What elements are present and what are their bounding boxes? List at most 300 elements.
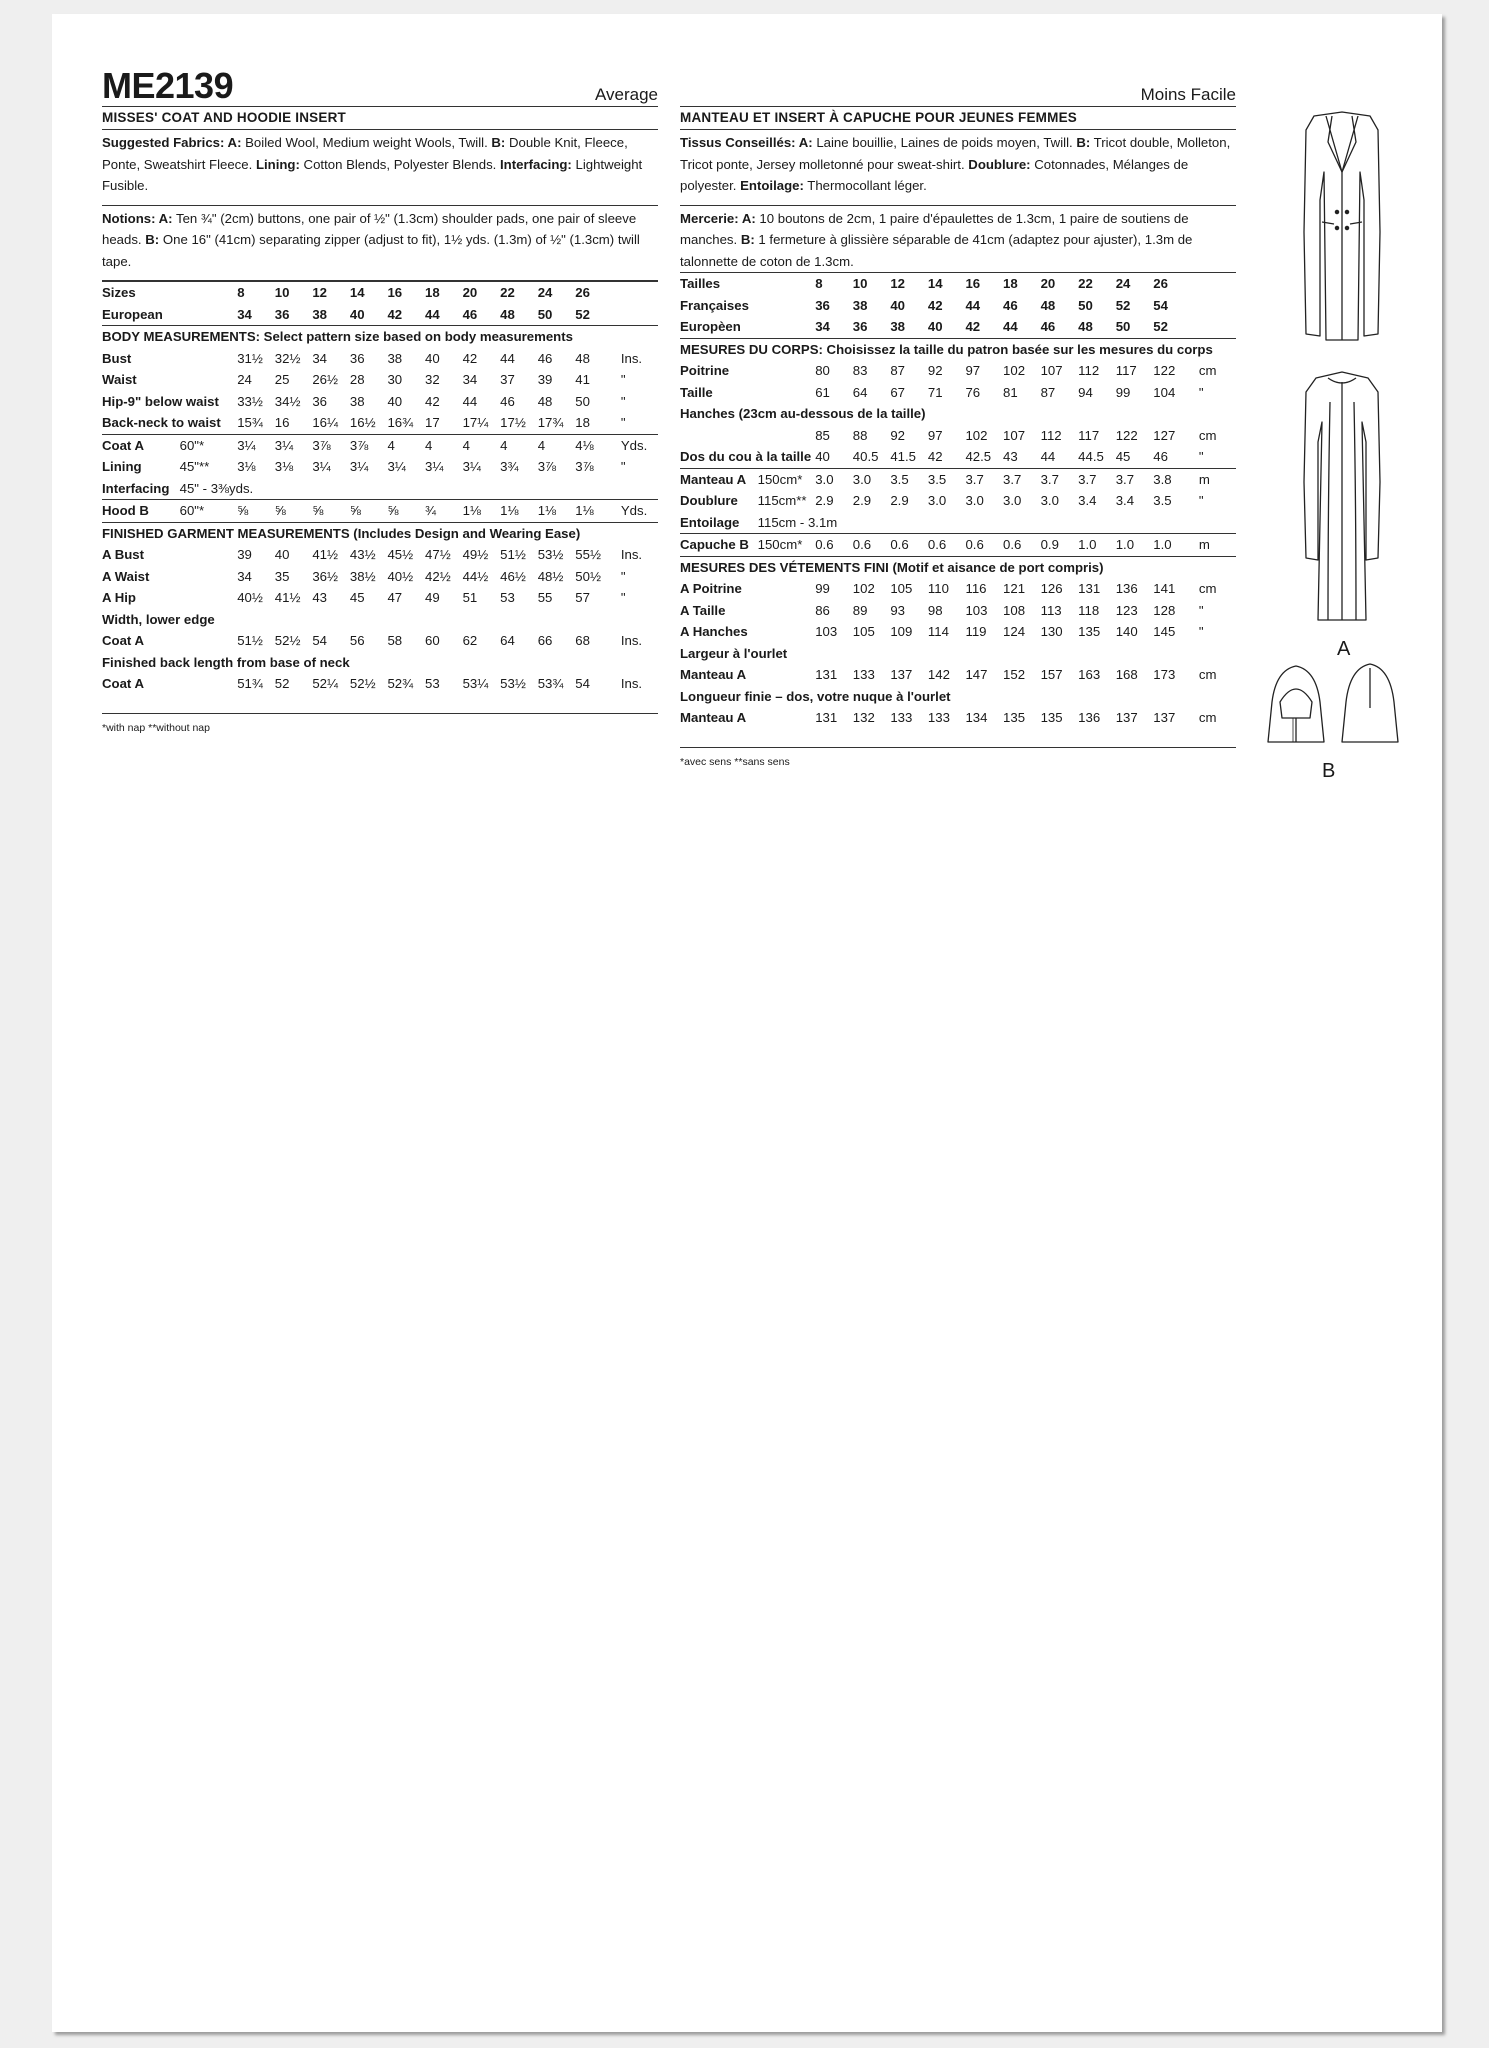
table-cell: 43 xyxy=(312,590,328,605)
technical-drawings xyxy=(1262,102,1432,822)
table-cell: 3¼ xyxy=(275,434,313,456)
table-cell: 36 xyxy=(349,350,365,366)
table-cell: 48 xyxy=(500,306,515,322)
table-cell: 38 xyxy=(890,319,906,334)
table-cell: 35 xyxy=(274,568,290,584)
english-column xyxy=(102,58,658,739)
unit-cell: " xyxy=(620,590,626,605)
difficulty-level-fr: Moins Facile xyxy=(1140,85,1236,104)
row-label: Lining xyxy=(102,459,142,474)
table-cell: 18 xyxy=(575,415,590,430)
table-row xyxy=(680,534,1236,557)
unit-cell: " xyxy=(620,459,626,474)
row-label: Hood B xyxy=(102,500,180,523)
table-cell: 3.0 xyxy=(927,493,947,508)
table-cell: 53 xyxy=(500,590,515,605)
table-cell: 42 xyxy=(927,449,943,464)
table-cell: 44.5 xyxy=(1078,449,1104,464)
table-cell: ⅝ xyxy=(312,500,350,523)
table-cell: 22 xyxy=(1078,273,1116,295)
notions-text-b-fr: 1 fermeture à glissière séparable de 41cm (adaptez pour ajuster), 1.3m de talonnette de coton de 1.3cm. xyxy=(680,232,1193,269)
table-cell: 41.5 xyxy=(890,449,917,464)
row-label: Hanches (23cm au-dessous de la taille) xyxy=(680,406,926,421)
table-cell: ⅝ xyxy=(387,500,425,523)
table-cell: 3.5 xyxy=(890,468,928,490)
table-row xyxy=(680,643,1236,665)
row-label: Manteau A xyxy=(680,667,747,682)
table-cell: 142 xyxy=(927,667,950,682)
table-cell: 42.5 xyxy=(965,449,992,464)
table-cell: 3.5 xyxy=(1153,493,1172,508)
table-cell: 3⅛ xyxy=(237,459,256,474)
table-cell: 130 xyxy=(1040,624,1063,639)
table-row xyxy=(102,326,658,348)
table-cell: 131 xyxy=(815,667,838,682)
table-cell: 3.0 xyxy=(1003,493,1022,508)
section-title: BODY MEASUREMENTS: Select pattern size based on body measurements xyxy=(102,326,658,348)
pattern-envelope-back xyxy=(52,14,1442,2032)
fabric-width xyxy=(180,282,238,304)
table-cell: 2.9 xyxy=(890,493,909,508)
table-cell: 17 xyxy=(425,415,440,430)
fabrics-text-a: Boiled Wool, Medium weight Wools, Twill. xyxy=(241,135,492,150)
table-cell: 34 xyxy=(462,372,478,387)
table-row xyxy=(680,338,1236,360)
table-cell: 4 xyxy=(425,434,463,456)
table-cell: 54 xyxy=(312,633,328,648)
unit-cell: Ins. xyxy=(620,633,643,648)
fabric-width: 60"* xyxy=(180,500,238,523)
table-cell: 3.0 xyxy=(965,493,984,508)
table-cell: 116 xyxy=(965,581,987,596)
fabric-width xyxy=(180,544,238,566)
notions xyxy=(102,208,658,273)
table-row xyxy=(680,468,1236,490)
fabric-width xyxy=(180,348,238,370)
table-cell: 88 xyxy=(852,427,868,443)
table-cell: 0.6 xyxy=(853,534,891,557)
table-row xyxy=(680,316,1236,338)
table-cell: 126 xyxy=(1040,581,1063,596)
table-cell: ¾ xyxy=(425,500,463,523)
table-cell: 0.6 xyxy=(815,534,853,557)
table-cell: 81 xyxy=(1003,384,1018,400)
table-cell: 39 xyxy=(237,547,252,562)
fabrics-label-a: Suggested Fabrics: A: xyxy=(102,135,242,150)
table-cell: 46 xyxy=(1153,449,1168,464)
table-cell: 36 xyxy=(852,319,868,334)
table-cell: 48 xyxy=(575,350,590,366)
table-row xyxy=(102,391,658,413)
table-cell: 16¼ xyxy=(312,415,339,430)
table-cell: 14 xyxy=(350,282,388,304)
table-cell: 53¼ xyxy=(462,676,489,691)
table-cell: 2.9 xyxy=(815,493,834,508)
table-row xyxy=(102,609,658,631)
table-cell: 42 xyxy=(927,297,943,313)
unit-cell: " xyxy=(1198,384,1204,400)
table-cell: 173 xyxy=(1153,667,1176,682)
table-cell: 31½ xyxy=(237,350,263,366)
table-cell: 44 xyxy=(425,306,440,322)
table-row xyxy=(680,360,1236,382)
notions-label-a-fr: Mercerie: A: xyxy=(680,210,756,226)
fabrics-text-a-fr: Laine bouillie, Laines de poids moyen, Twill. xyxy=(812,135,1077,150)
section-title: MESURES DU CORPS: Choisissez la taille du patron basée sur les mesures du corps xyxy=(680,338,1236,360)
row-label: Europèen xyxy=(680,319,741,334)
table-cell: 61 xyxy=(815,384,830,400)
hood-front-drawing xyxy=(1268,666,1324,742)
table-cell: 113 xyxy=(1040,602,1062,618)
table-cell: 53½ xyxy=(537,547,564,562)
table-cell: 20 xyxy=(1041,273,1079,295)
table-cell: 97 xyxy=(965,363,981,378)
row-label: Capuche B xyxy=(680,534,758,557)
table-cell: 47 xyxy=(387,590,403,605)
table-cell: 52 xyxy=(274,676,290,691)
unit-cell: " xyxy=(1198,493,1204,508)
row-label: Entoilage xyxy=(680,514,740,530)
section-title: FINISHED GARMENT MEASUREMENTS (Includes Design and Wearing Ease) xyxy=(102,522,658,544)
table-cell: 131 xyxy=(1078,581,1101,596)
table-row xyxy=(680,556,1236,578)
table-cell: 137 xyxy=(890,667,913,682)
table-cell: 89 xyxy=(852,602,868,618)
fabric-width: 60"* xyxy=(180,434,238,456)
table-cell: 42 xyxy=(425,393,440,409)
suggested-fabrics-fr xyxy=(680,132,1236,197)
table-cell: 46 xyxy=(462,306,478,322)
table-cell: 38 xyxy=(852,297,868,313)
notions-label-b-fr: B: xyxy=(740,232,755,247)
unit-cell: " xyxy=(1198,624,1204,639)
table-cell: 51½ xyxy=(500,547,526,562)
notions-text-b: One 16" (41cm) separating zipper (adjust to fit), 1½ yds. (1.3m) of ½" (1.3cm) twill tape. xyxy=(102,232,640,269)
row-label xyxy=(680,425,758,447)
french-column xyxy=(680,58,1236,773)
unit-cell: m xyxy=(1191,468,1236,490)
fabric-width xyxy=(180,304,238,326)
difficulty-level: Average xyxy=(594,85,658,104)
table-cell: 67 xyxy=(890,384,906,400)
table-cell: 152 xyxy=(1003,667,1026,682)
row-label: A Poitrine xyxy=(680,581,742,596)
table-cell: 0.6 xyxy=(965,534,1003,557)
pattern-title-fr: MANTEAU ET INSERT À CAPUCHE POUR JEUNES FEMMES xyxy=(680,107,1236,130)
table-cell: 45 xyxy=(1115,449,1131,464)
fabric-width: 150cm* xyxy=(758,534,816,557)
table-cell: 47½ xyxy=(425,547,451,562)
measurement-table-en xyxy=(102,281,658,695)
table-cell: 40 xyxy=(349,306,365,322)
fabrics-label-lining: Lining: xyxy=(255,156,300,172)
table-cell: 3⅞ xyxy=(350,434,388,456)
table-cell: 117 xyxy=(1078,427,1100,443)
table-cell: 3.4 xyxy=(1078,493,1097,508)
fabric-width xyxy=(758,600,816,622)
table-cell: 103 xyxy=(815,624,838,639)
row-label: Poitrine xyxy=(680,363,730,378)
table-row xyxy=(102,566,658,588)
table-row xyxy=(680,273,1236,295)
unit-cell: " xyxy=(620,393,626,409)
table-cell: 18 xyxy=(1003,273,1041,295)
table-cell: 30 xyxy=(387,372,403,387)
table-cell: 48 xyxy=(537,393,553,409)
table-row xyxy=(102,500,658,523)
table-cell: 0.9 xyxy=(1041,534,1079,557)
table-cell: 54 xyxy=(575,676,590,691)
table-cell: 50 xyxy=(537,306,553,322)
table-cell: 55½ xyxy=(575,547,601,562)
table-row xyxy=(680,382,1236,404)
table-cell: 123 xyxy=(1115,602,1138,618)
table-cell: 24 xyxy=(538,282,576,304)
table-cell: 168 xyxy=(1115,667,1138,682)
table-cell: 38 xyxy=(312,306,328,322)
table-row xyxy=(680,621,1236,643)
table-cell: 136 xyxy=(1115,581,1138,596)
table-cell: 48 xyxy=(1078,319,1093,334)
table-row xyxy=(680,403,1236,425)
table-cell: 1.0 xyxy=(1116,534,1154,557)
row-label: Interfacing xyxy=(102,480,170,496)
table-cell: 0.6 xyxy=(928,534,966,557)
table-cell: 133 xyxy=(852,667,875,682)
table-cell: 83 xyxy=(852,363,868,378)
table-cell: 26 xyxy=(575,282,613,304)
table-row xyxy=(102,652,658,674)
table-cell: 8 xyxy=(815,273,853,295)
table-cell: 140 xyxy=(1115,624,1138,639)
table-cell: 97 xyxy=(927,427,943,443)
table-cell: 94 xyxy=(1078,384,1093,400)
table-cell: 62 xyxy=(462,633,478,648)
fabrics-label-interfacing-fr: Entoilage: xyxy=(740,178,804,193)
table-cell: 3¼ xyxy=(425,459,444,474)
table-cell: 52 xyxy=(1153,319,1168,334)
table-cell: 4 xyxy=(500,434,538,456)
table-cell: 107 xyxy=(1003,427,1026,443)
table-cell: 43 xyxy=(1003,449,1018,464)
table-cell: 53½ xyxy=(500,676,526,691)
table-cell: 3.7 xyxy=(965,468,1003,490)
row-label: Tailles xyxy=(680,273,758,295)
row-label: Longueur finie – dos, votre nuque à l'ourlet xyxy=(680,688,951,704)
table-cell: 50 xyxy=(575,393,590,409)
table-row xyxy=(680,425,1236,447)
table-cell: 46 xyxy=(500,393,515,409)
table-cell: 44 xyxy=(462,393,478,409)
table-cell: 135 xyxy=(1003,710,1026,725)
table-cell: 50 xyxy=(1115,319,1131,334)
unit-cell: " xyxy=(1198,449,1204,464)
table-cell: 12 xyxy=(312,282,350,304)
table-cell: 45 xyxy=(349,590,365,605)
table-cell: 3.8 xyxy=(1153,468,1191,490)
fabric-width xyxy=(758,295,816,317)
unit-cell xyxy=(1191,273,1236,295)
fabric-width xyxy=(180,566,238,588)
table-cell: ⅝ xyxy=(350,500,388,523)
table-cell: 3.0 xyxy=(853,468,891,490)
table-cell: 46 xyxy=(1003,297,1018,313)
fabrics-label-lining-fr: Doublure: xyxy=(968,156,1031,172)
measurement-table-fr xyxy=(680,272,1236,729)
table-cell: 36 xyxy=(312,393,328,409)
table-cell: 3⅞ xyxy=(537,459,557,474)
table-cell: 14 xyxy=(928,273,966,295)
table-cell: 49½ xyxy=(462,547,489,562)
table-cell: 3.0 xyxy=(1040,493,1059,508)
view-a-label: A xyxy=(1337,638,1351,660)
fabric-width: 45"** xyxy=(179,459,210,474)
table-cell: 141 xyxy=(1153,581,1176,596)
fabric-width xyxy=(180,673,238,695)
table-cell: 60 xyxy=(425,633,440,648)
table-cell: 44 xyxy=(965,297,981,313)
table-cell: 38 xyxy=(349,393,365,409)
table-cell: 122 xyxy=(1115,427,1138,443)
footnote: *with nap **without nap xyxy=(102,721,210,734)
table-cell: 50½ xyxy=(575,568,601,584)
table-cell: 64 xyxy=(500,633,515,648)
unit-cell: m xyxy=(1191,534,1236,557)
table-cell: 1.0 xyxy=(1078,534,1116,557)
table-row xyxy=(680,295,1236,317)
suggested-fabrics xyxy=(102,132,658,197)
row-label: Coat A xyxy=(102,633,145,648)
fabric-width: 115cm - 3.1m xyxy=(757,514,838,530)
fabrics-label-interfacing: Interfacing: xyxy=(500,156,572,172)
row-label: Manteau A xyxy=(680,710,747,725)
unit-cell: cm xyxy=(1198,363,1217,378)
row-label: Coat A xyxy=(102,434,180,456)
table-cell: 44 xyxy=(1003,319,1018,334)
table-cell: 145 xyxy=(1153,624,1176,639)
table-cell: 54 xyxy=(1153,297,1168,313)
unit-cell: cm xyxy=(1198,667,1217,682)
table-row xyxy=(102,478,658,500)
unit-cell: cm xyxy=(1198,427,1217,443)
table-cell: 42 xyxy=(965,319,981,334)
table-cell: 40.5 xyxy=(852,449,879,464)
table-cell: 34 xyxy=(312,350,328,366)
table-cell: 3.0 xyxy=(815,468,853,490)
table-cell: 3.7 xyxy=(1041,468,1079,490)
table-cell: 40 xyxy=(815,449,830,464)
table-cell: 4 xyxy=(387,434,425,456)
table-cell: 52½ xyxy=(274,633,301,648)
table-cell: 112 xyxy=(1078,363,1100,378)
unit-cell: Yds. xyxy=(613,434,658,456)
table-cell: 1⅛ xyxy=(500,500,538,523)
row-label: Bust xyxy=(102,350,132,366)
table-cell: 4 xyxy=(463,434,501,456)
row-label: Françaises xyxy=(680,297,749,313)
table-cell: 163 xyxy=(1078,667,1101,682)
table-cell: 105 xyxy=(890,581,913,596)
section-title: MESURES DES VÉTEMENTS FINI (Motif et aisance de port compris) xyxy=(680,556,1236,578)
table-row xyxy=(102,282,658,304)
table-cell: 38 xyxy=(387,350,403,366)
fabrics-text-b: Double Knit, Fleece, Ponte, Sweatshirt Fleece. xyxy=(102,135,628,172)
table-cell: 36 xyxy=(274,306,290,322)
table-cell: 48 xyxy=(1040,297,1056,313)
table-cell: 131 xyxy=(815,710,838,725)
pattern-number: ME2139 xyxy=(102,65,234,106)
table-cell: 18 xyxy=(425,282,463,304)
table-cell: 49 xyxy=(425,590,440,605)
table-cell: 3¾ xyxy=(500,459,519,474)
table-cell: 107 xyxy=(1040,363,1063,378)
table-cell: 20 xyxy=(463,282,501,304)
table-cell: 122 xyxy=(1153,363,1176,378)
unit-cell: Ins. xyxy=(620,547,643,562)
fabric-width xyxy=(758,360,816,382)
table-row xyxy=(102,434,658,456)
table-cell: 32 xyxy=(425,372,440,387)
table-cell: 40 xyxy=(274,547,290,562)
table-cell: 4⅛ xyxy=(575,434,613,456)
table-cell: 10 xyxy=(853,273,891,295)
table-cell: 157 xyxy=(1040,667,1063,682)
table-cell: 71 xyxy=(927,384,943,400)
table-cell: 87 xyxy=(890,363,906,378)
table-cell: 15¾ xyxy=(237,415,263,430)
table-cell: 136 xyxy=(1078,710,1101,725)
table-cell: 28 xyxy=(349,372,365,387)
table-cell: 51¾ xyxy=(237,676,263,691)
table-cell: 42 xyxy=(387,306,403,322)
hood-back-drawing xyxy=(1342,664,1398,742)
table-cell: 17¾ xyxy=(537,415,564,430)
unit-cell: " xyxy=(1198,602,1204,618)
unit-cell: " xyxy=(620,415,626,430)
table-cell: 86 xyxy=(815,602,830,618)
table-cell: 124 xyxy=(1003,624,1026,639)
table-cell: 128 xyxy=(1153,602,1176,618)
fabric-width xyxy=(758,316,816,338)
table-cell: 55 xyxy=(537,590,553,605)
table-cell: 16½ xyxy=(349,415,376,430)
table-row xyxy=(102,673,658,695)
table-cell: 24 xyxy=(237,372,252,387)
table-cell: 32½ xyxy=(274,350,301,366)
table-row xyxy=(102,522,658,544)
row-label: Largeur à l'ourlet xyxy=(680,645,788,661)
row-label: A Hanches xyxy=(680,624,748,639)
table-cell: 3.7 xyxy=(1003,468,1041,490)
table-cell: 52¾ xyxy=(387,676,414,691)
row-label: Finished back length from base of neck xyxy=(102,654,350,670)
row-label: Hip-9" below waist xyxy=(102,393,219,409)
table-cell: 92 xyxy=(890,427,906,443)
fabric-width xyxy=(180,587,238,609)
table-cell: 147 xyxy=(965,667,988,682)
table-cell: 2.9 xyxy=(852,493,872,508)
table-cell: 50 xyxy=(1078,297,1093,313)
table-cell: 110 xyxy=(927,581,949,596)
header-fr xyxy=(680,58,1236,107)
table-cell: 1⅛ xyxy=(538,500,576,523)
table-row xyxy=(102,369,658,391)
table-cell: 0.6 xyxy=(890,534,928,557)
table-cell: 3.4 xyxy=(1115,493,1135,508)
table-cell: 42½ xyxy=(425,568,451,584)
row-label: Coat A xyxy=(102,676,145,691)
table-cell: 135 xyxy=(1078,624,1101,639)
